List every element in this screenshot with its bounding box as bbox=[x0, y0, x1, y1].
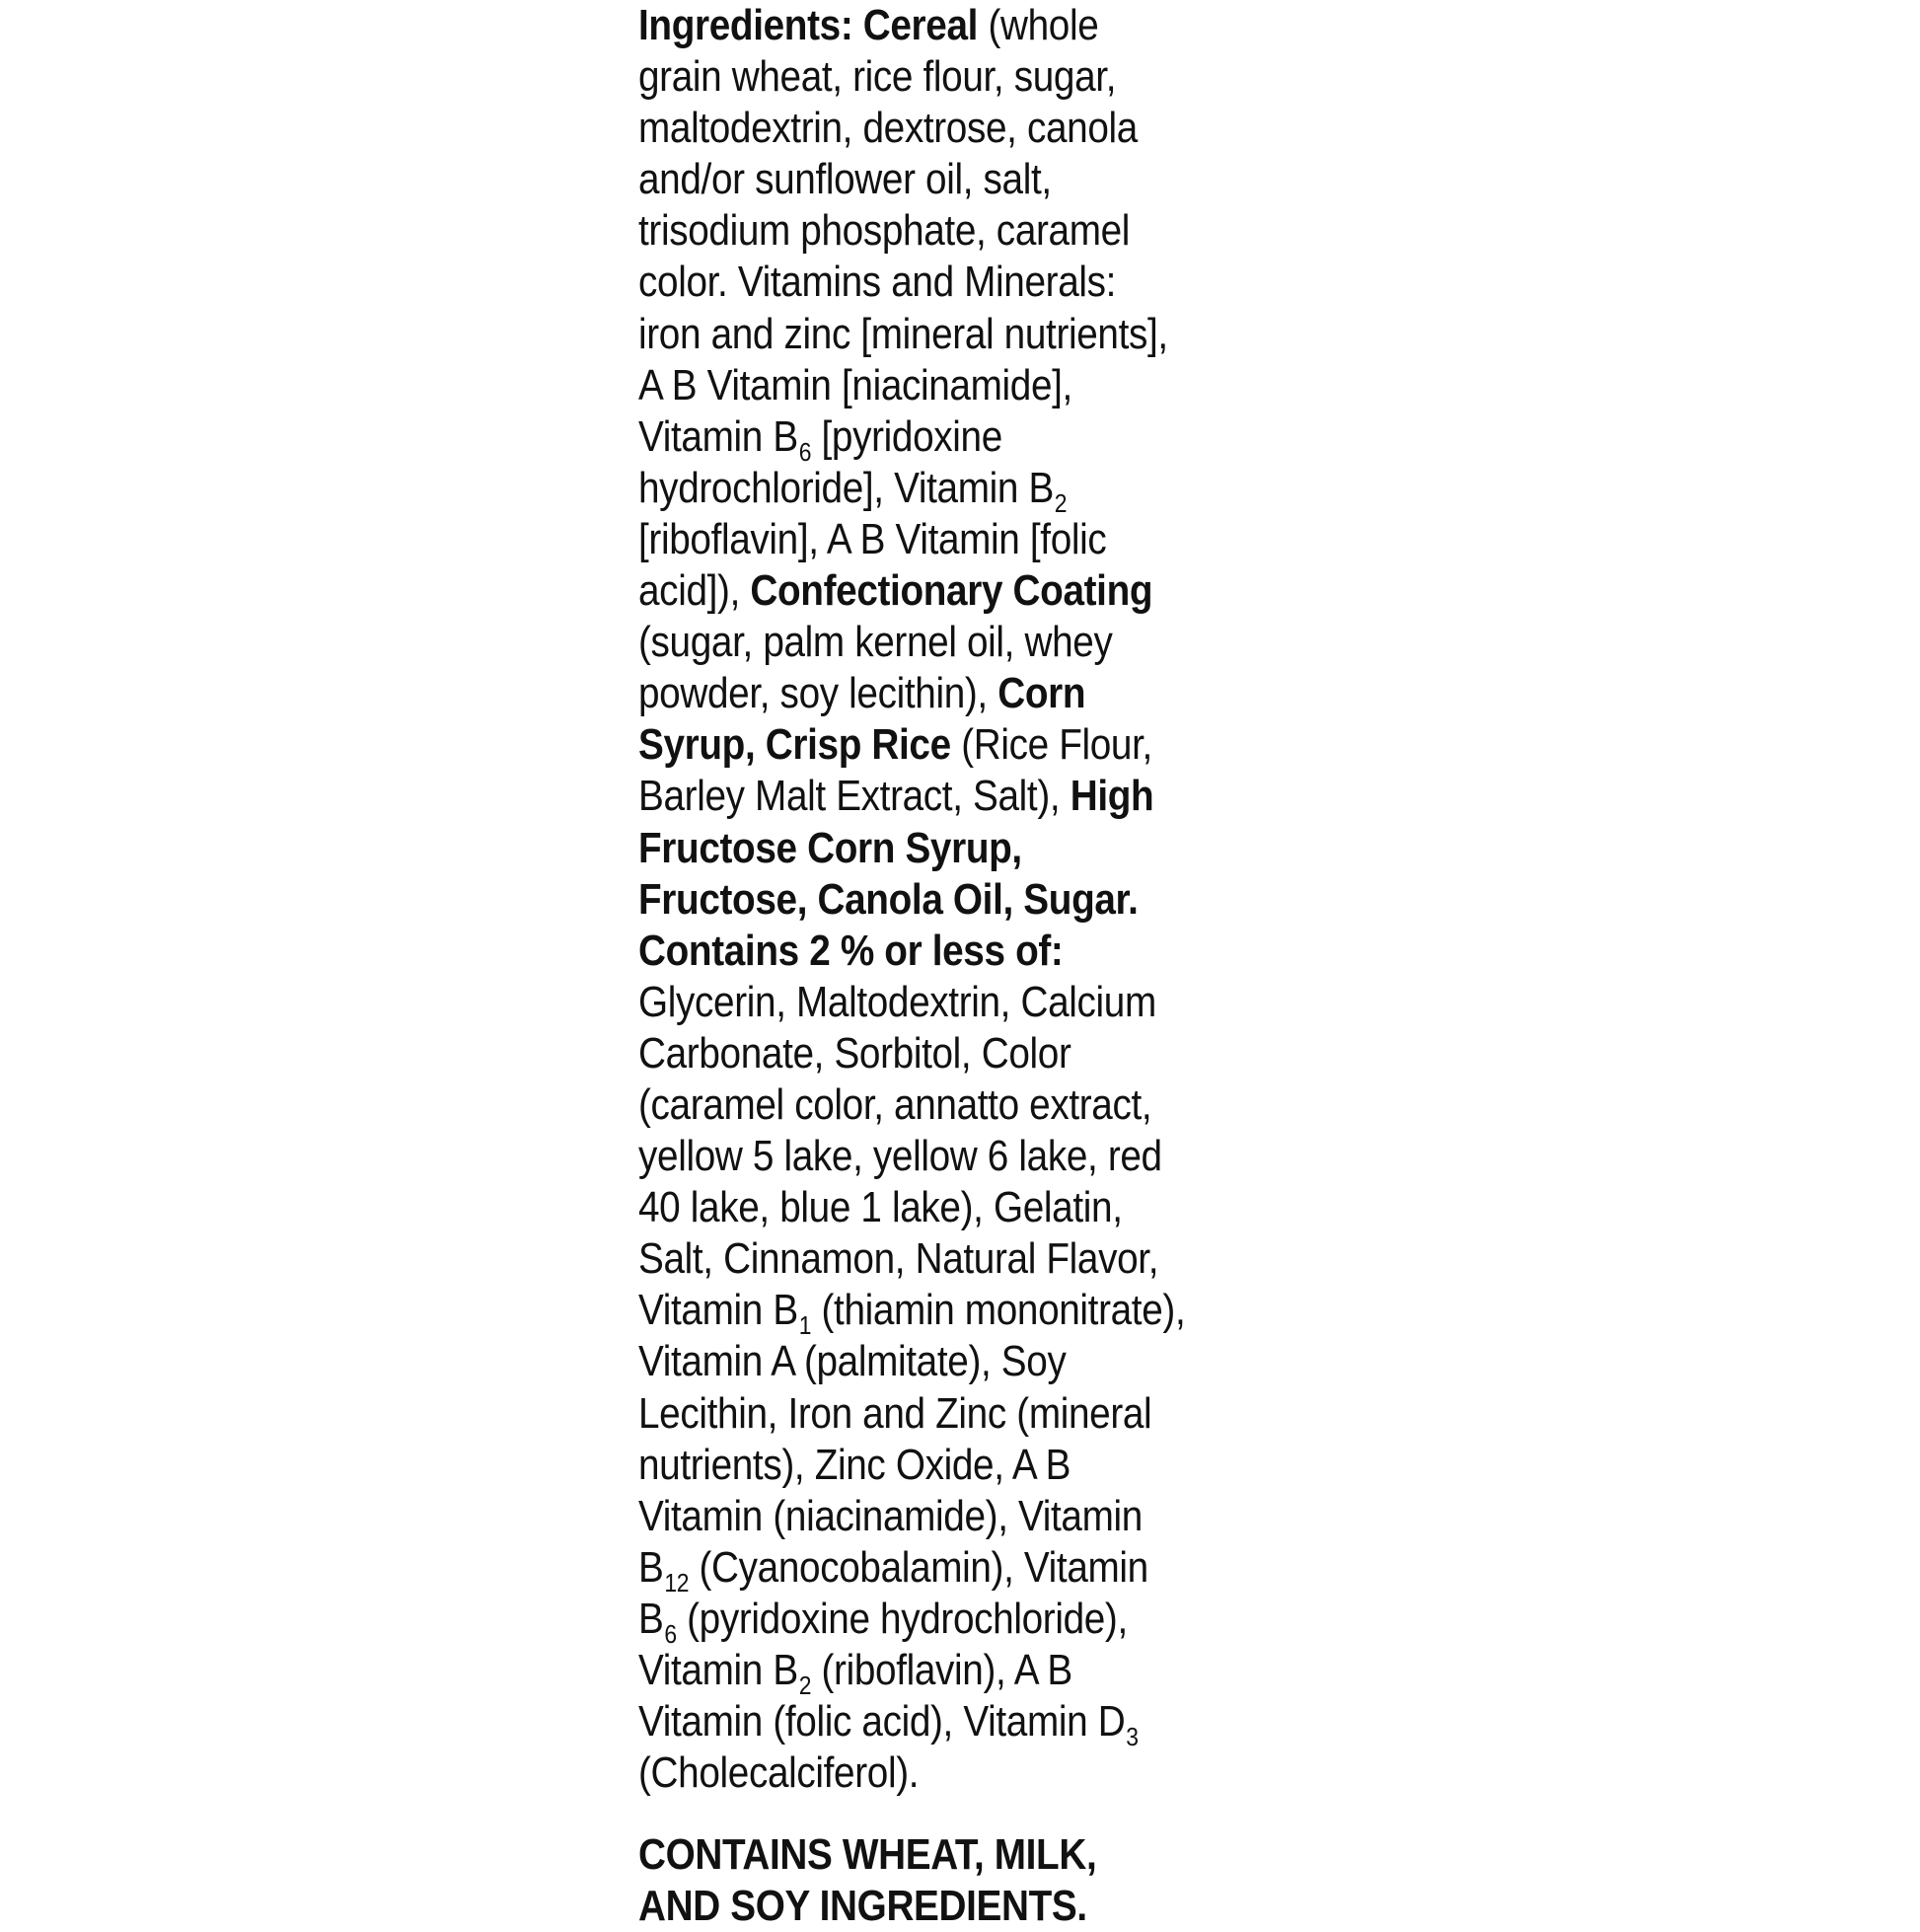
ingredient-text: Salt, Cinnamon, Natural Flavor, bbox=[638, 1234, 1159, 1284]
ingredients-line bbox=[638, 565, 1264, 617]
subscript-text: 2 bbox=[1054, 487, 1068, 518]
ingredient-text: A B Vitamin [niacinamide], bbox=[638, 360, 1072, 409]
ingredient-text: (caramel color, annatto extract, bbox=[638, 1079, 1152, 1129]
ingredients-line bbox=[638, 1491, 1264, 1542]
ingredients-paragraph bbox=[638, 0, 1264, 1799]
ingredients-line bbox=[638, 1594, 1264, 1649]
bold-ingredient-text: High bbox=[1070, 772, 1154, 821]
ingredients-line bbox=[638, 1440, 1264, 1491]
ingredients-line bbox=[638, 1233, 1264, 1285]
ingredient-text: (Rice Flour, bbox=[950, 720, 1152, 770]
ingredient-text: Vitamin (niacinamide), Vitamin bbox=[638, 1491, 1143, 1540]
subscript-text: 6 bbox=[798, 436, 812, 467]
bold-ingredient-text: Syrup, Crisp Rice bbox=[638, 720, 951, 770]
ingredients-line bbox=[638, 977, 1264, 1028]
ingredient-text: Vitamin B bbox=[638, 1286, 798, 1335]
ingredients-line bbox=[638, 154, 1264, 205]
ingredient-text: [pyridoxine bbox=[811, 411, 1002, 461]
ingredient-text: (pyridoxine hydrochloride), bbox=[676, 1594, 1128, 1643]
ingredient-text: 40 lake, blue 1 lake), Gelatin, bbox=[638, 1183, 1123, 1232]
ingredients-line bbox=[638, 103, 1264, 154]
ingredients-line bbox=[638, 1747, 1264, 1799]
ingredients-line bbox=[638, 1336, 1264, 1387]
ingredient-text: iron and zinc [mineral nutrients], bbox=[638, 309, 1168, 358]
ingredient-text: nutrients), Zinc Oxide, A B bbox=[638, 1440, 1071, 1489]
bold-ingredient-text: Fructose, Canola Oil, Sugar. bbox=[638, 874, 1139, 924]
ingredient-text: maltodextrin, dextrose, canola bbox=[638, 104, 1138, 153]
bold-ingredient-text: Confectionary Coating bbox=[750, 566, 1153, 616]
ingredients-line bbox=[638, 51, 1264, 103]
ingredient-text: acid]), bbox=[638, 566, 751, 616]
ingredients-line bbox=[638, 668, 1264, 719]
ingredient-text: color. Vitamins and Minerals: bbox=[638, 258, 1117, 307]
bold-ingredient-text: Corn bbox=[997, 669, 1086, 718]
ingredients-line bbox=[638, 1079, 1264, 1131]
ingredients-label-panel bbox=[638, 0, 1264, 1931]
subscript-text: 1 bbox=[798, 1310, 812, 1341]
ingredient-text: and/or sunflower oil, salt, bbox=[638, 155, 1052, 204]
ingredient-text: Barley Malt Extract, Salt), bbox=[638, 772, 1071, 821]
ingredients-line bbox=[638, 463, 1264, 518]
ingredient-text: (Cholecalciferol). bbox=[638, 1748, 920, 1798]
ingredients-line bbox=[638, 1388, 1264, 1440]
ingredient-text: Vitamin A (palmitate), Soy bbox=[638, 1337, 1067, 1386]
subscript-text: 6 bbox=[664, 1618, 677, 1649]
ingredient-text: grain wheat, rice flour, sugar, bbox=[638, 52, 1117, 102]
subscript-text: 2 bbox=[798, 1671, 812, 1700]
allergen-line: CONTAINS WHEAT, MILK, bbox=[638, 1830, 1097, 1880]
ingredients-line bbox=[638, 1028, 1264, 1079]
ingredients-line bbox=[638, 1285, 1264, 1341]
ingredient-text: Vitamin (folic acid), Vitamin D bbox=[638, 1697, 1126, 1746]
subscript-text: 12 bbox=[664, 1567, 690, 1598]
ingredients-line bbox=[638, 0, 1264, 51]
ingredient-text: B bbox=[638, 1542, 664, 1592]
ingredients-line bbox=[638, 1542, 1264, 1598]
ingredients-line bbox=[638, 1645, 1264, 1700]
ingredient-text: (riboflavin), A B bbox=[811, 1646, 1072, 1694]
ingredients-line bbox=[638, 360, 1264, 411]
ingredients-line bbox=[638, 205, 1264, 257]
ingredient-text: [riboflavin], A B Vitamin [folic bbox=[638, 514, 1107, 563]
ingredients-line bbox=[638, 719, 1264, 771]
ingredient-text: (thiamin mononitrate), bbox=[811, 1286, 1186, 1335]
subscript-text: 3 bbox=[1126, 1722, 1139, 1752]
ingredient-text: (Cyanocobalamin), Vitamin bbox=[689, 1542, 1148, 1592]
allergen-line: AND SOY INGREDIENTS. bbox=[638, 1882, 1087, 1931]
ingredients-line bbox=[638, 823, 1264, 874]
ingredient-text: Vitamin B bbox=[638, 411, 798, 461]
ingredient-text: Lecithin, Iron and Zinc (mineral bbox=[638, 1388, 1152, 1438]
bold-ingredient-text: Ingredients: Cereal bbox=[638, 1, 979, 49]
ingredient-text: hydrochloride], Vitamin B bbox=[638, 463, 1054, 512]
ingredient-text: Glycerin, Maltodextrin, Calcium bbox=[638, 977, 1156, 1026]
ingredients-line bbox=[638, 1696, 1264, 1752]
ingredients-line bbox=[638, 926, 1264, 977]
ingredients-line bbox=[638, 514, 1264, 565]
ingredients-line bbox=[638, 309, 1264, 360]
ingredient-text: powder, soy lecithin), bbox=[638, 669, 998, 718]
ingredient-text: (sugar, palm kernel oil, whey bbox=[638, 618, 1113, 667]
ingredient-text: yellow 5 lake, yellow 6 lake, red bbox=[638, 1132, 1162, 1181]
ingredients-line bbox=[638, 1131, 1264, 1182]
ingredients-line bbox=[638, 1182, 1264, 1233]
bold-ingredient-text: Contains 2 % or less of: bbox=[638, 926, 1064, 975]
ingredients-line bbox=[638, 411, 1264, 467]
ingredient-text: Vitamin B bbox=[638, 1646, 798, 1694]
ingredients-line bbox=[638, 771, 1264, 822]
ingredient-text: trisodium phosphate, caramel bbox=[638, 206, 1131, 256]
ingredients-line bbox=[638, 617, 1264, 668]
ingredient-text: Carbonate, Sorbitol, Color bbox=[638, 1028, 1071, 1077]
ingredient-text: (whole bbox=[978, 1, 1099, 49]
ingredients-line bbox=[638, 874, 1264, 926]
ingredients-line bbox=[638, 257, 1264, 308]
ingredient-text: B bbox=[638, 1594, 664, 1643]
allergen-statement bbox=[638, 1829, 1264, 1932]
bold-ingredient-text: Fructose Corn Syrup, bbox=[638, 823, 1022, 872]
